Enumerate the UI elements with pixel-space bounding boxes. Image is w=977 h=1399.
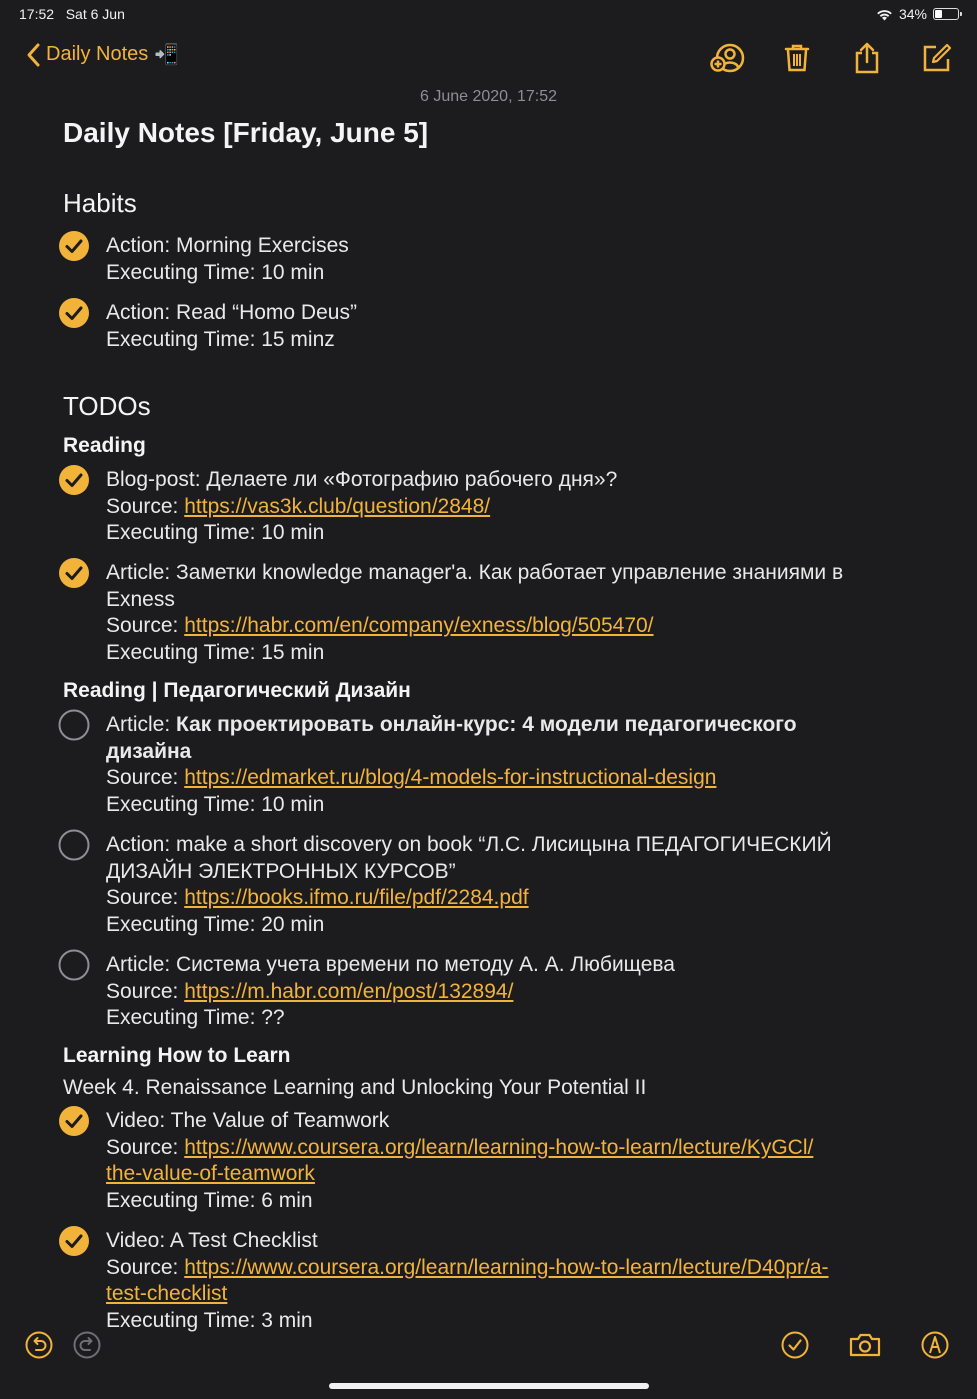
source-link[interactable]: https://habr.com/en/company/exness/blog/505470/ (184, 614, 654, 637)
source-link[interactable]: https://www.coursera.org/learn/learning-how-to-learn/lecture/KyGCl/ (184, 1135, 814, 1159)
list-item (58, 1228, 917, 1334)
item-text: Action: Morning Exercises Executing Time: 10 min (106, 234, 349, 284)
status-bar (0, 0, 977, 30)
list-item (58, 712, 917, 818)
note-body[interactable] (0, 86, 977, 1332)
learning-heading: Learning How to Learn (63, 1044, 291, 1067)
checklist-button[interactable] (775, 1325, 815, 1365)
redo-button[interactable] (67, 1325, 107, 1365)
source-link-continued[interactable]: test-checklist (106, 1282, 228, 1305)
status-right (876, 6, 959, 22)
pedagogical-heading: Reading | Педагогический Дизайн (63, 679, 411, 702)
note-title: Daily Notes [Friday, June 5] (63, 117, 429, 148)
habits-heading: Habits (63, 188, 137, 218)
list-item (58, 1108, 917, 1214)
checked-circle-icon[interactable] (58, 1225, 90, 1257)
bottom-toolbar (0, 1325, 977, 1369)
delete-button[interactable] (779, 40, 815, 76)
undo-icon (25, 1331, 53, 1359)
share-button[interactable] (849, 40, 885, 76)
battery-percent: 34% (898, 6, 927, 22)
camera-icon (848, 1332, 882, 1358)
source-link[interactable]: https://edmarket.ru/blog/4-models-for-instructional-design (184, 766, 717, 789)
add-person-button[interactable] (709, 40, 745, 76)
status-time: 17:52 Sat 6 Jun (19, 6, 125, 22)
item-text: Article: Система учета времени по методу А. А. Любищева Source: https://m.habr.com/en/post/132894/ Executing Time: ?? (106, 953, 675, 1029)
chevron-left-icon (26, 43, 40, 67)
compose-button[interactable] (919, 40, 955, 76)
camera-button[interactable] (845, 1325, 885, 1365)
item-text: Action: make a short discovery on book “Л.С. Лисицына ПЕДАГОГИЧЕСКИЙ ДИЗАЙН ЭЛЕКТРОННЫХ КУРСОВ” Source: https://books.ifmo.ru/file/pdf/2284.pdf Executing Time: 20 min (106, 833, 832, 936)
checked-circle-icon[interactable] (58, 464, 90, 496)
undo-button[interactable] (19, 1325, 59, 1365)
item-text: Article: Как проектировать онлайн-курс: 4 модели педагогического дизайна Source: https://edmarket.ru/blog/4-models-for-instructional-design Executing Time: 10 min (106, 713, 797, 816)
list-item (58, 560, 917, 666)
unchecked-circle-icon[interactable] (58, 829, 90, 861)
battery-icon (933, 8, 959, 20)
checked-circle-icon[interactable] (58, 230, 90, 262)
checklist-icon (781, 1331, 809, 1359)
list-item (58, 952, 917, 1032)
home-indicator[interactable] (329, 1383, 649, 1389)
list-item (58, 832, 917, 938)
learning-week: Week 4. Renaissance Learning and Unlocking Your Potential II (63, 1076, 647, 1099)
trash-icon (784, 43, 810, 73)
back-button[interactable] (26, 42, 179, 67)
nav-bar (0, 38, 977, 82)
item-text: Article: Заметки knowledge manager'а. Как работает управление знаниями в Exness Source: https://habr.com/en/company/exness/blog/505470/ Executing Time: 15 min (106, 561, 844, 664)
back-label: Daily Notes (46, 43, 149, 65)
todos-heading: TODOs (63, 391, 151, 421)
item-text: Video: A Test Checklist Source: https://www.coursera.org/learn/learning-how-to-learn/lecture/D40pr/a- test-checklist Executing Time: 3 min (106, 1229, 829, 1332)
source-link[interactable]: https://books.ifmo.ru/file/pdf/2284.pdf (184, 886, 529, 909)
checked-circle-icon[interactable] (58, 557, 90, 589)
source-link-continued[interactable]: the-value-of-teamwork (106, 1162, 315, 1185)
reading-heading: Reading (63, 434, 146, 457)
note-date: 6 June 2020, 17:52 (419, 88, 557, 105)
redo-icon (73, 1331, 101, 1359)
item-text: Video: The Value of Teamwork Source: https://www.coursera.org/learn/learning-how-to-learn/lecture/KyGCl/ the-value-of-teamwork Executing Time: 6 min (106, 1109, 814, 1212)
checked-circle-icon[interactable] (58, 297, 90, 329)
wifi-icon (876, 8, 893, 21)
source-link[interactable]: https://m.habr.com/en/post/132894/ (184, 979, 514, 1003)
checked-circle-icon[interactable] (58, 1105, 90, 1137)
compose-icon (922, 43, 952, 73)
source-link[interactable]: https://www.coursera.org/learn/learning-how-to-learn/lecture/D40pr/a- (184, 1255, 829, 1279)
list-item (58, 300, 917, 353)
unchecked-circle-icon[interactable] (58, 949, 90, 981)
markup-icon (921, 1331, 949, 1359)
add-person-icon (710, 42, 744, 74)
source-link[interactable]: https://vas3k.club/question/2848/ (184, 494, 491, 518)
back-emoji: 📲 (154, 44, 180, 66)
share-icon (854, 42, 880, 74)
nav-actions (709, 40, 955, 76)
item-text: Action: Read “Homo Deus” Executing Time: 15 minz (106, 301, 357, 351)
list-item (58, 233, 917, 286)
markup-button[interactable] (915, 1325, 955, 1365)
item-text: Blog-post: Делаете ли «Фотографию рабочего дня»? Source: https://vas3k.club/question/2848/ Executing Time: 10 min (106, 468, 618, 544)
unchecked-circle-icon[interactable] (58, 709, 90, 741)
list-item (58, 467, 917, 547)
